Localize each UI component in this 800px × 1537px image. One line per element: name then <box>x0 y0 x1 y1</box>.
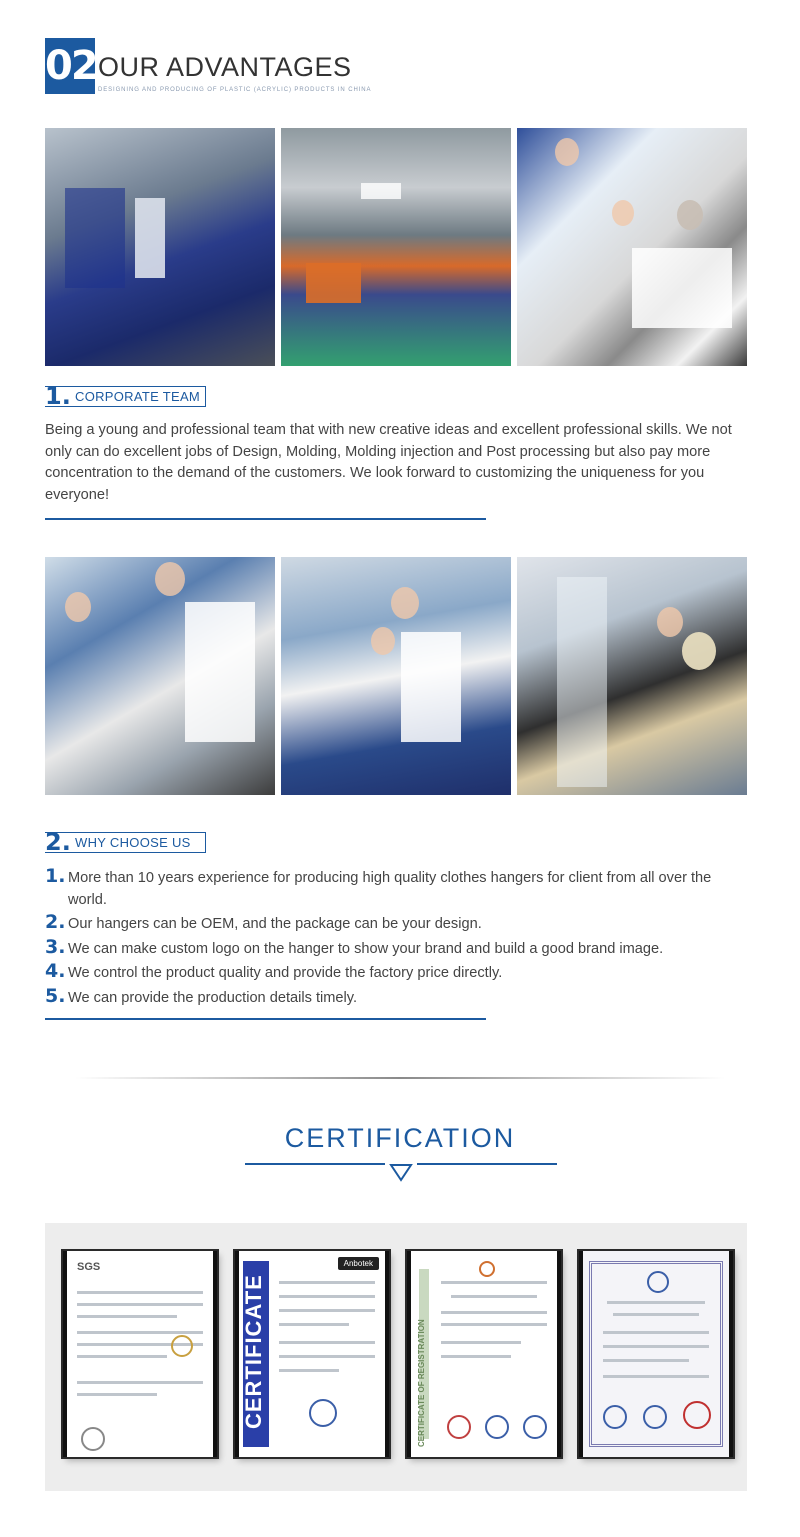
section-rule <box>45 1018 486 1020</box>
section-divider <box>75 1077 725 1079</box>
list-item <box>45 865 751 911</box>
list-number: 3. <box>45 935 66 958</box>
list-number: 1. <box>45 865 66 887</box>
advantages-list <box>45 865 751 1012</box>
workshop-photo <box>281 128 511 366</box>
cert-vertical-title: CERTIFICATE OF REGISTRATION <box>417 1319 426 1447</box>
iqnet-logo-icon <box>603 1405 627 1429</box>
cert-title: SGS <box>77 1261 101 1273</box>
registration-certificate <box>407 1251 561 1457</box>
page-title: OUR ADVANTAGES <box>98 52 352 82</box>
list-text: We can make custom logo on the hanger to show your brand and build a good brand image. <box>68 940 664 957</box>
heading-number: 2. <box>45 828 71 856</box>
emblem-icon <box>479 1261 495 1277</box>
iaf-logo-icon <box>643 1405 667 1429</box>
seal-icon <box>683 1401 711 1429</box>
list-text: Our hangers can be OEM, and the package can be your design. <box>68 916 482 932</box>
seal-icon <box>309 1399 337 1427</box>
corporate-team-paragraph: Being a young and professional team that with new creative ideas and excellent professional skills. We not only can do excellent jobs of Design, Molding, Molding injection and Post processing but also pay more concentration to the demand of the customers. We look forward to customizing the uniqueness for you everyone! <box>45 422 732 503</box>
sgs-certificate <box>63 1251 217 1457</box>
list-item <box>45 984 751 1010</box>
seal-icon <box>447 1415 471 1439</box>
certification-title: CERTIFICATION <box>284 1123 516 1153</box>
cert-vertical-title: CERTIFICATE <box>241 1274 266 1429</box>
management-system-certificate <box>579 1251 733 1457</box>
list-number: 2. <box>45 911 66 933</box>
seal-icon <box>171 1335 193 1357</box>
heading-number: 1. <box>45 382 71 410</box>
chevron-down-icon <box>389 1162 413 1182</box>
list-item <box>45 960 751 985</box>
page-subtitle: DESIGNING AND PRODUCING OF PLASTIC (ACRYLIC) PRODUCTS IN CHINA <box>98 87 372 93</box>
list-text: We control the product quality and provide the factory price directly. <box>68 965 503 981</box>
certificates-gallery <box>45 1223 747 1491</box>
exhibition-photo-3 <box>517 557 747 795</box>
list-text: More than 10 years experience for producing high quality clothes hangers for client from all over the world. <box>68 870 712 908</box>
heading-label: CORPORATE TEAM <box>75 389 201 404</box>
emblem-icon <box>647 1271 669 1293</box>
section-number-badge: 02 <box>45 38 95 94</box>
factory-photo-strip <box>45 128 747 366</box>
list-number: 5. <box>45 984 66 1007</box>
exhibition-photo-1 <box>45 557 275 795</box>
sgs-logo-icon <box>81 1427 105 1451</box>
list-text: We can provide the production details timely. <box>68 989 358 1006</box>
exhibition-photo-2 <box>281 557 511 795</box>
anbotek-logo: Anbotek <box>338 1257 379 1270</box>
list-item <box>45 935 751 961</box>
iqnet-logo-icon <box>485 1415 509 1439</box>
title-underline-left <box>245 1163 385 1165</box>
list-item <box>45 911 751 936</box>
heading-label: WHY CHOOSE US <box>75 835 191 850</box>
injection-machine-photo <box>45 128 275 366</box>
ce-certificate <box>235 1251 389 1457</box>
list-number: 4. <box>45 960 66 982</box>
exhibition-photo-strip <box>45 557 747 795</box>
iaf-logo-icon <box>523 1415 547 1439</box>
title-underline-right <box>417 1163 557 1165</box>
team-meeting-photo <box>517 128 747 366</box>
section-rule <box>45 518 486 520</box>
